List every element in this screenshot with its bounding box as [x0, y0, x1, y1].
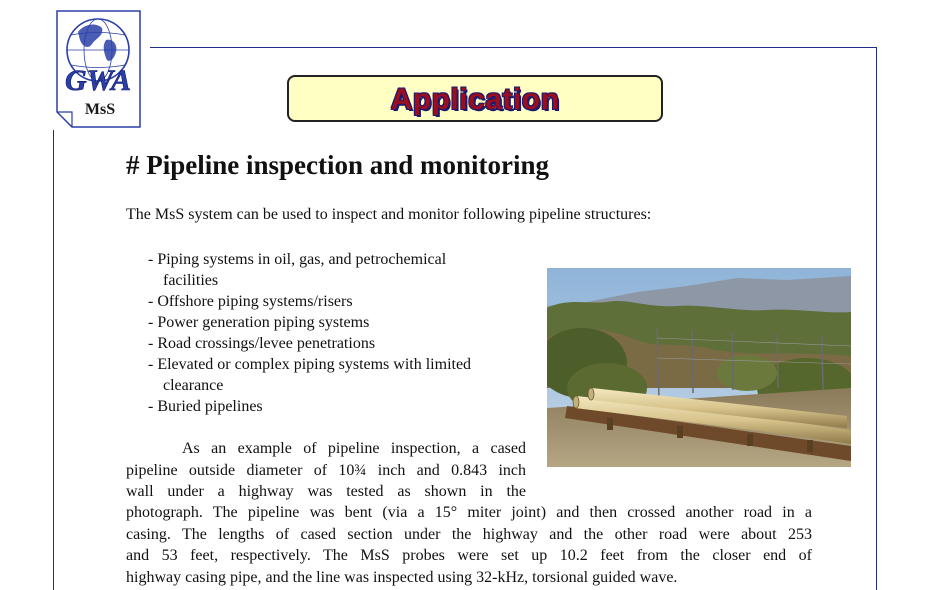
- example-paragraph-bottom: [126, 502, 812, 588]
- banner-title: Application: [390, 83, 560, 116]
- logo-mss-text: MsS: [84, 101, 116, 118]
- list-item-text: - Power generation piping systems: [148, 314, 370, 331]
- list-item-continuation: facilities: [163, 272, 219, 289]
- list-item: [148, 291, 471, 312]
- list-item-continuation: clearance: [163, 377, 224, 394]
- list-item-text: - Offshore piping systems/risers: [148, 293, 353, 310]
- paragraph-line: As an example of pipeline inspection, a cased: [182, 440, 526, 457]
- paragraph-line: photograph. The pipeline was bent (via a 15° miter joint) and then crossed another road in a: [126, 504, 812, 521]
- pipeline-photograph: [547, 268, 851, 467]
- list-item: [148, 333, 471, 354]
- gwa-mss-logo: [56, 10, 142, 128]
- list-item: [148, 312, 471, 333]
- list-item: [148, 396, 471, 417]
- example-paragraph-top: [126, 438, 526, 503]
- frame-right-line: [876, 47, 877, 590]
- paragraph-line: highway casing pipe, and the line was inspected using 32-kHz, torsional guided wave.: [126, 568, 678, 586]
- list-item: [148, 249, 471, 291]
- frame-top-line: [150, 47, 877, 48]
- frame-left-line: [53, 130, 54, 590]
- paragraph-line: casing. The lengths of cased section under the highway and the other road were about 253: [126, 525, 812, 543]
- logo-gwa-text: GWA: [64, 64, 132, 97]
- paragraph-line: and 53 feet, respectively. The MsS probes were set up 10.2 feet from the closer end of: [126, 547, 812, 564]
- pipeline-structures-list: [148, 249, 471, 417]
- list-item: [148, 354, 471, 396]
- list-item-text: - Elevated or complex piping systems with limited: [148, 356, 472, 373]
- section-heading: # Pipeline inspection and monitoring: [126, 150, 550, 180]
- intro-text: The MsS system can be used to inspect and monitor following pipeline structures:: [126, 206, 652, 223]
- paragraph-line: pipeline outside diameter of 10¾ inch and 0.843 inch: [126, 461, 526, 479]
- list-item-text: - Piping systems in oil, gas, and petrochemical: [148, 251, 447, 268]
- list-item-text: - Road crossings/levee penetrations: [148, 335, 376, 352]
- list-item-text: - Buried pipelines: [148, 398, 263, 415]
- paragraph-line: wall under a highway was tested as shown in the: [126, 483, 526, 500]
